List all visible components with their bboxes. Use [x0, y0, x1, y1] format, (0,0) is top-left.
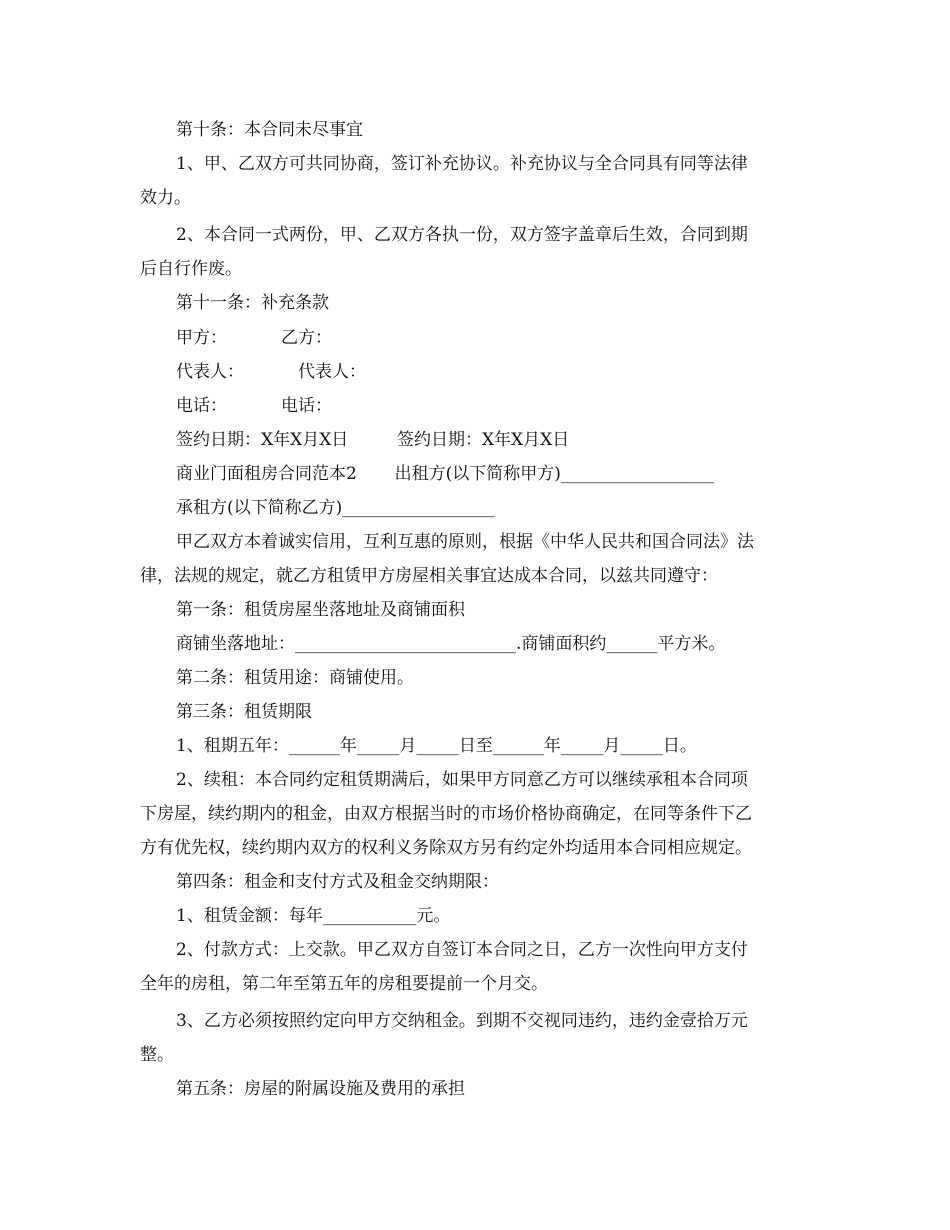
article-5-heading: 第五条：房屋的附属设施及费用的承担: [176, 1079, 465, 1099]
lease-term-line: 1、租期五年：______年_____月_____日至______年_____月_____日。: [176, 736, 697, 756]
representative-line: 代表人： 代表人：: [176, 362, 367, 382]
party-names-line: 甲方： 乙方：: [176, 328, 333, 348]
address-line: 商铺坐落地址：__________________________.商铺面积约______平方米。: [176, 634, 726, 654]
article-10-heading: 第十条：本合同未尽事宜: [176, 120, 363, 140]
paragraph-line: 甲乙双方本着诚实信用，互利互惠的原则，根据《中华人民共和国合同法》法: [176, 532, 754, 552]
paragraph-line: 2、本合同一式两份，甲、乙双方各执一份，双方签字盖章后生效，合同到期: [176, 225, 748, 245]
paragraph-line: 1、甲、乙双方可共同协商，签订补充协议。补充协议与全合同具有同等法律: [176, 154, 748, 174]
article-1-heading: 第一条：租赁房屋坐落地址及商铺面积: [176, 600, 465, 620]
rent-amount-line: 1、租赁金额：每年___________元。: [176, 906, 451, 926]
paragraph-line: 全年的房租，第二年至第五年的房租要提前一个月交。: [140, 974, 548, 994]
paragraph-line: 下房屋，续约期内的租金，由双方根据当时的市场价格协商确定，在同等条件下乙: [140, 804, 752, 824]
paragraph-line: 2、付款方式：上交款。甲乙双方自签订本合同之日，乙方一次性向甲方支付: [176, 940, 748, 960]
paragraph-line: 效力。: [140, 188, 191, 208]
paragraph-line: 2、续租：本合同约定租赁期满后，如果甲方同意乙方可以继续承租本合同项: [176, 770, 748, 790]
signing-date-line: 签约日期：X年X月X日 签约日期：X年X月X日: [176, 430, 570, 450]
lessee-line: 承租方(以下简称乙方)__________________: [176, 498, 496, 518]
paragraph-line: 3、乙方必须按照约定向甲方交纳租金。到期不交视同违约，违约金壹拾万元: [176, 1011, 748, 1031]
article-3-heading: 第三条：租赁期限: [176, 702, 312, 722]
paragraph-line: 后自行作废。: [140, 259, 242, 279]
article-4-heading: 第四条：租金和支付方式及租金交纳期限：: [176, 872, 499, 892]
article-2-heading: 第二条：租赁用途：商铺使用。: [176, 668, 414, 688]
paragraph-line: 方有优先权，续约期内双方的权利义务除双方另有约定外均适用本合同相应规定。: [140, 838, 752, 858]
article-11-heading: 第十一条：补充条款: [176, 293, 329, 313]
contract-title-line: 商业门面租房合同范本2 出租方(以下简称甲方)__________________: [176, 464, 714, 484]
paragraph-line: 整。: [140, 1045, 174, 1065]
phone-line: 电话： 电话：: [176, 396, 333, 416]
paragraph-line: 律，法规的规定，就乙方租赁甲方房屋相关事宜达成本合同，以兹共同遵守：: [140, 566, 718, 586]
